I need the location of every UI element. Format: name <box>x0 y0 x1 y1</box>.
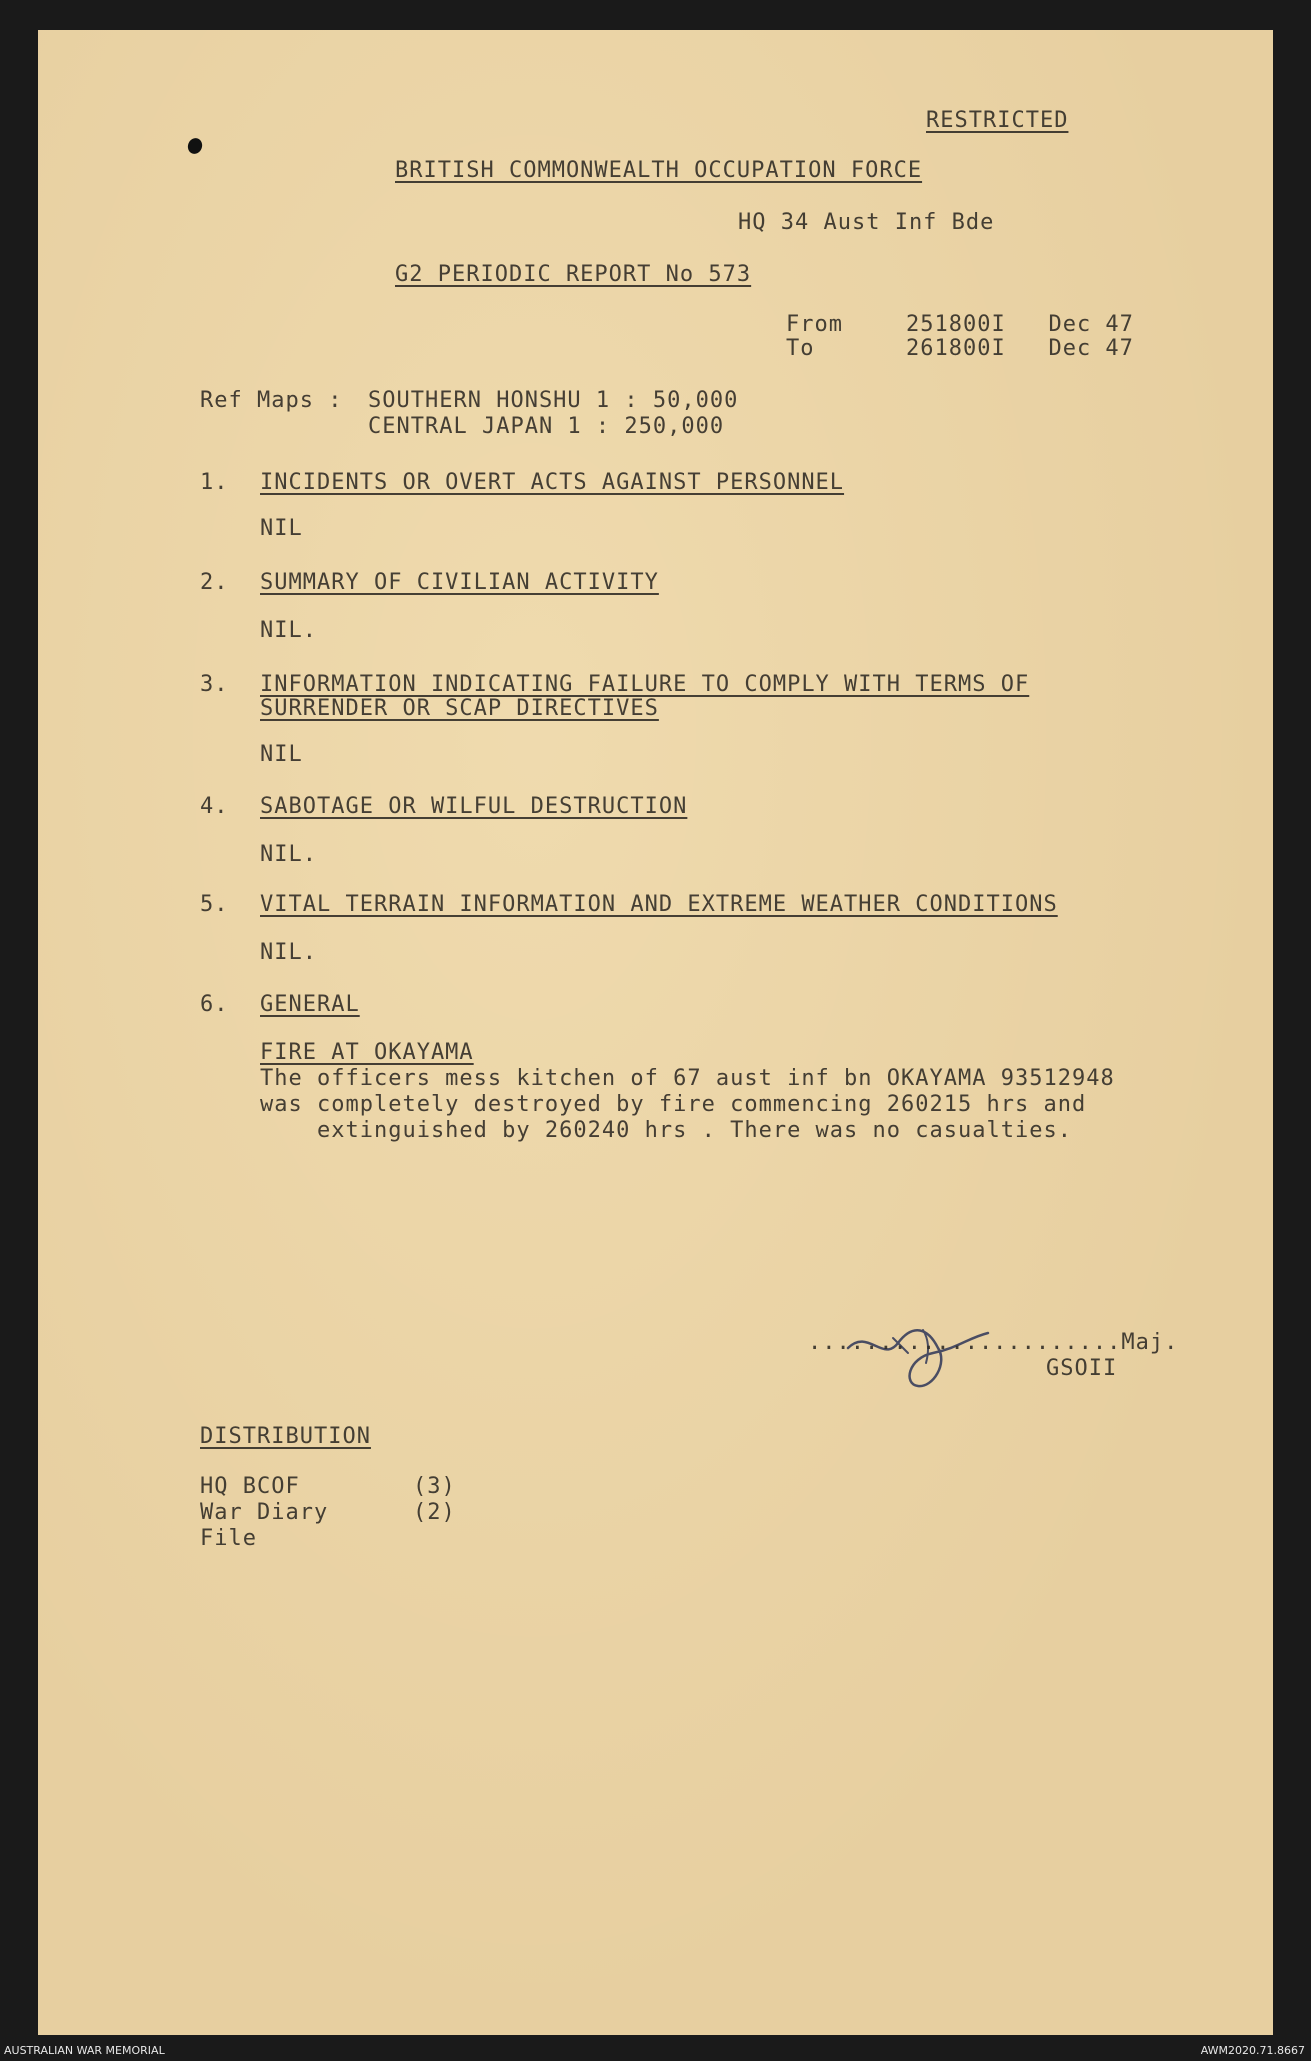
section-body: NIL <box>260 742 303 767</box>
section-body: NIL. <box>260 842 317 867</box>
ink-blot <box>186 136 205 156</box>
section-title: GENERAL <box>260 992 360 1017</box>
section-number: 2. <box>200 570 229 595</box>
ref-maps-label: Ref Maps : <box>200 388 343 413</box>
section-number: 1. <box>200 470 229 495</box>
to-label: To <box>786 336 815 361</box>
section-title: SABOTAGE OR WILFUL DESTRUCTION <box>260 794 688 819</box>
section-title: INFORMATION INDICATING FAILURE TO COMPLY WITH TERMS OF <box>260 672 1030 697</box>
force-heading: BRITISH COMMONWEALTH OCCUPATION FORCE <box>395 158 923 183</box>
distribution-count: (2) <box>413 1500 456 1525</box>
section-title: VITAL TERRAIN INFORMATION AND EXTREME WEATHER CONDITIONS <box>260 892 1058 917</box>
footer-credit: AUSTRALIAN WAR MEMORIAL <box>4 2044 165 2057</box>
ref-maps-line2: CENTRAL JAPAN 1 : 250,000 <box>368 414 725 439</box>
section-body-line: extinguished by 260240 hrs . There was no casualties. <box>260 1118 1072 1143</box>
signature-line: ......................Maj. <box>808 1330 1179 1355</box>
section-body: NIL. <box>260 618 317 643</box>
section-title: SUMMARY OF CIVILIAN ACTIVITY <box>260 570 659 595</box>
from-value: 251800I Dec 47 <box>906 312 1134 337</box>
distribution-heading: DISTRIBUTION <box>200 1424 371 1449</box>
hq-line: HQ 34 Aust Inf Bde <box>738 210 995 235</box>
section-subtitle: FIRE AT OKAYAMA <box>260 1040 474 1065</box>
section-number: 3. <box>200 672 229 697</box>
section-number: 4. <box>200 794 229 819</box>
section-title: INCIDENTS OR OVERT ACTS AGAINST PERSONNEL <box>260 470 845 495</box>
document-page <box>38 30 1273 2035</box>
to-value: 261800I Dec 47 <box>906 336 1134 361</box>
section-body-line: The officers mess kitchen of 67 aust inf bn OKAYAMA 93512948 <box>260 1066 1115 1091</box>
section-body: NIL <box>260 516 303 541</box>
report-title: G2 PERIODIC REPORT No 573 <box>395 262 752 287</box>
classification-stamp: RESTRICTED <box>926 108 1069 133</box>
section-title-cont: SURRENDER OR SCAP DIRECTIVES <box>260 696 659 721</box>
section-body: NIL. <box>260 940 317 965</box>
signature-title: GSOII <box>1046 1356 1118 1381</box>
distribution-item: War Diary <box>200 1500 329 1525</box>
section-number: 5. <box>200 892 229 917</box>
ref-maps-line1: SOUTHERN HONSHU 1 : 50,000 <box>368 388 739 413</box>
footer-accession-number: AWM2020.71.8667 <box>1200 2044 1305 2057</box>
section-body-line: was completely destroyed by fire commencing 260215 hrs and <box>260 1092 1087 1117</box>
section-number: 6. <box>200 992 229 1017</box>
from-label: From <box>786 312 843 337</box>
distribution-count: (3) <box>413 1474 456 1499</box>
distribution-item: File <box>200 1526 257 1551</box>
distribution-item: HQ BCOF <box>200 1474 300 1499</box>
